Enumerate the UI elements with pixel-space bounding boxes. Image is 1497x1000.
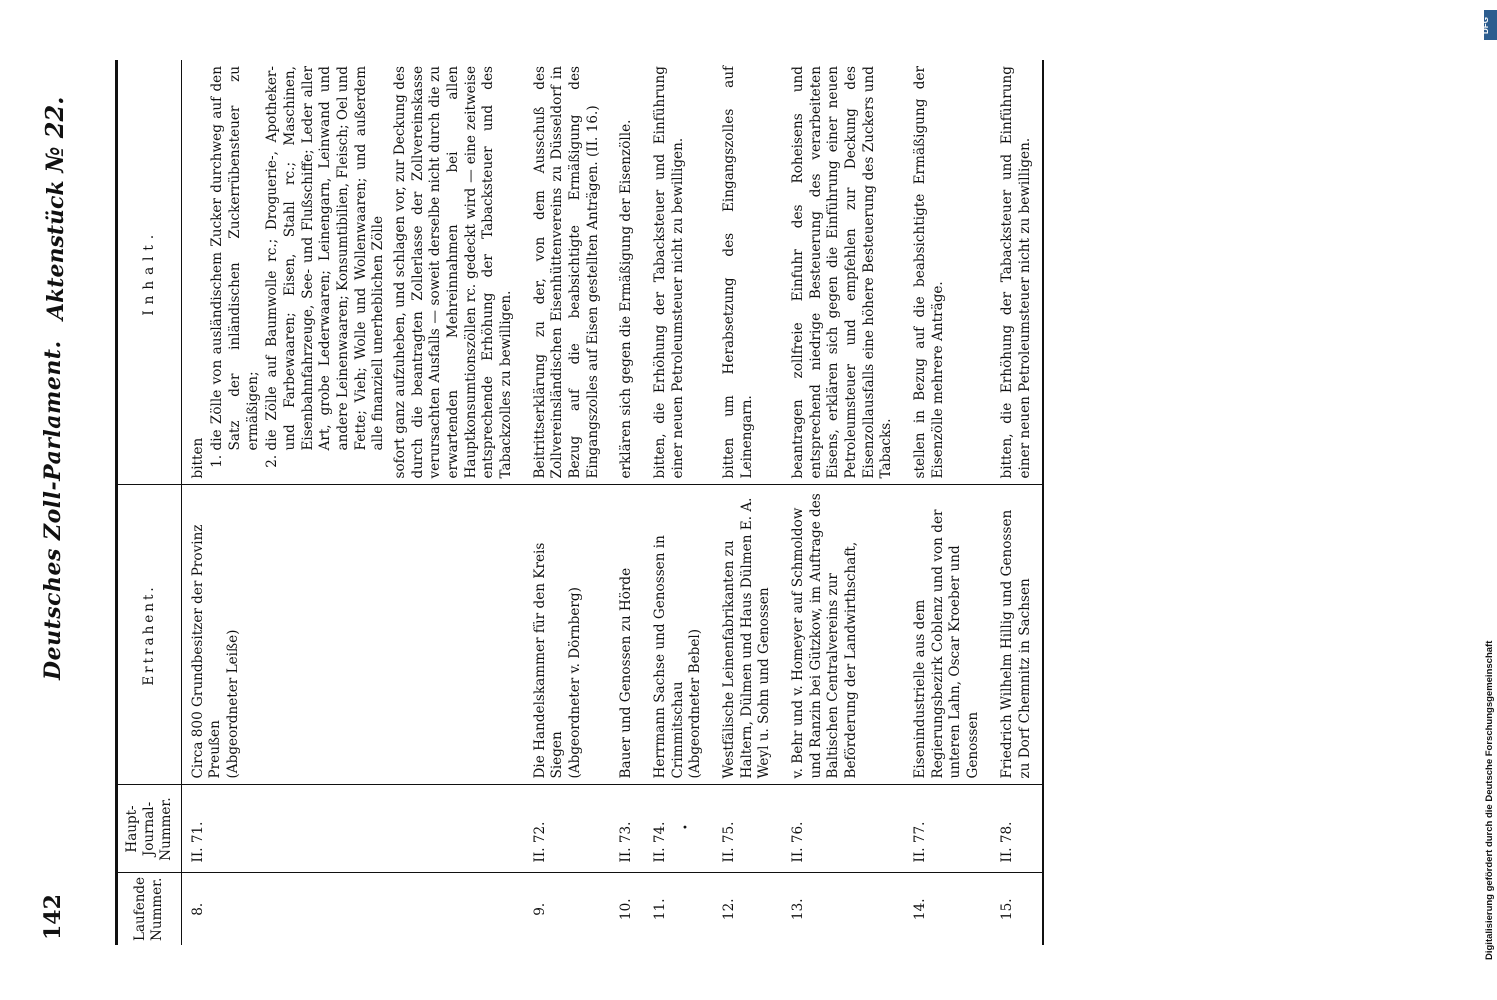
row-lfd: 15.	[991, 873, 1043, 945]
row-lfd: 12.	[713, 873, 782, 945]
inhalt-list	[209, 66, 388, 479]
inhalt-intro: bitten	[189, 437, 206, 479]
digitization-note-text: Digitalisierung gefördert durch die Deutsche Forschungsgemeinschaft	[1484, 640, 1495, 960]
column-header-inhalt: Inhalt.	[117, 60, 182, 485]
table-row	[524, 60, 611, 945]
row-inhalt: bitten, die Erhöhung der Tabacksteuer und Einführung einer neuen Petroleumsteuer nicht zu bewilligen.	[991, 60, 1043, 485]
row-ertrahent	[644, 485, 713, 785]
table-row	[713, 60, 782, 945]
table-row	[181, 60, 524, 945]
row-inhalt: beantragen zollfreie Einfuhr des Roheisens und entsprechend niedrige Besteuerung des verarbeiteten Eisens, erklären sich gegen die Einführung einer neuen Petroleumsteuer und empfehlen zur Deckung des Eisenzollausfalls eine höhere Besteuerung des Zuckers und Tabacks.	[790, 66, 895, 479]
inhalt-list-item: 1. die Zölle von ausländischem Zucker durchweg auf den Satz der inländischen Zuckerrübensteuer zu ermäßigen;	[209, 66, 262, 451]
abgeordneter-text: (Abgeordneter Leiße)	[224, 629, 241, 779]
row-lfd: 14.	[904, 873, 991, 945]
row-haupt: II. 72.	[524, 785, 611, 873]
row-inhalt: erklären sich gegen die Ermäßigung der Eisenzölle.	[618, 119, 635, 479]
row-inhalt	[181, 60, 524, 485]
row-inhalt: bitten um Herabsetzung des Eingangszolles auf Leinengarn.	[721, 66, 755, 479]
page-title: Deutsches Zoll-Parlament.	[40, 340, 66, 680]
row-haupt: II. 76.	[782, 785, 904, 873]
digitization-note	[1482, 0, 1497, 1000]
abgeordneter-text: (Abgeordneter Bebel)	[687, 628, 704, 779]
table-row	[904, 60, 991, 945]
inhalt-continuation: sofort ganz aufzuheben, und schlagen vor, zur Deckung des durch die beantragten Zollerlasse der Zollvereinskasse verursachten Ausfalls — soweit derselbe nicht durch die zu erwartenden Mehreinnahmen bei allen Hauptkonsumtionszöllen rc. gedeckt wird — eine zeitweise entsprechende Erhöhung der Tabacksteuer und des Tabackzolles zu bewilligen.	[392, 66, 515, 479]
row-ertrahent: Bauer und Genossen zu Hörde	[610, 485, 644, 785]
page-number: 142	[40, 894, 66, 940]
ertrahent-text: Circa 800 Grundbesitzer der Provinz Preußen	[189, 524, 224, 779]
row-ertrahent: Friedrich Wilhelm Hillig und Genossen zu Dorf Chemnitz in Sachsen	[991, 485, 1043, 785]
abgeordneter-text: (Abgeordneter v. Dörnberg)	[567, 587, 584, 779]
column-header-haupt: Haupt-Journal-Nummer.	[117, 785, 182, 873]
inhalt-list-item: 2. die Zölle auf Baumwolle rc.; Droguerie-, Apotheker- und Farbewaaren; Eisen, Stahl rc.; Maschinen, Eisenbahnfahrzeuge, See- und Flußschiffe; Leder aller Art, grobe Lederwaaren; Leinengarn, Leinwand und andere Leinenwaaren; Konsumtibilien, Fleisch; Oel und Fette; Vieh; Wolle und Wollenwaaren; und außerdem alle finanziell unerheblichen Zölle	[264, 66, 388, 451]
row-haupt: II. 75.	[713, 785, 782, 873]
row-lfd: 9.	[524, 873, 611, 945]
row-inhalt: stellen in Bezug auf die beabsichtigte Ermäßigung der Eisenzölle mehrere Anträge.	[912, 66, 946, 479]
row-haupt: II. 78.	[991, 785, 1043, 873]
row-haupt: II. 71.	[181, 785, 524, 873]
column-header-laufende: Laufende Nummer.	[117, 873, 182, 945]
row-ertrahent	[524, 485, 611, 785]
aktenstueck-label: Aktenstück	[43, 180, 69, 320]
row-lfd: 10.	[610, 873, 644, 945]
haupt-number: II. 74.	[652, 821, 669, 863]
column-header-ertrahent: Ertrahent.	[117, 485, 182, 785]
row-inhalt: bitten, die Erhöhung der Tabacksteuer und Einführung einer neuen Petroleumsteuer nicht zu bewilligen.	[652, 66, 686, 479]
row-lfd: 8.	[181, 873, 524, 945]
document-number	[40, 96, 69, 320]
row-lfd: 13.	[782, 873, 904, 945]
row-ertrahent: v. Behr und v. Homeyer auf Schmoldow und Ranzin bei Gützkow, im Auftrage des Baltischen Centralvereins zur Beförderung der Landwirthschaft,	[782, 485, 904, 785]
row-inhalt: Beitrittserklärung zu der, von dem Ausschuß des Zollvereinsländischen Eisenhüttenvereins zu Düsseldorf in Bezug auf die beabsichtigte Ermäßigung des Eingangszolles auf Eisen gestellten Anträgen. (II. 16.)	[531, 66, 601, 479]
ertrahent-text: Herrmann Sachse und Genossen in Crimmitschau	[652, 535, 686, 779]
table-row	[644, 60, 713, 945]
row-haupt	[644, 785, 713, 873]
ertrahent-text: Die Handelskammer für den Kreis Siegen	[531, 542, 566, 779]
table-row	[782, 60, 904, 945]
aktenstueck-no: № 22.	[40, 96, 69, 173]
row-haupt: II. 77.	[904, 785, 991, 873]
row-haupt: II. 73.	[610, 785, 644, 873]
table-row	[610, 60, 644, 945]
table-row	[991, 60, 1043, 945]
dfg-logo-text: DFG	[1480, 17, 1490, 34]
row-ertrahent	[181, 485, 524, 785]
page-header	[40, 60, 80, 940]
marginal-dot: •	[680, 824, 692, 830]
row-ertrahent: Westfälische Leinenfabrikanten zu Haltern, Dülmen und Haus Dülmen E. A. Weyl u. Sohn und Genossen	[713, 485, 782, 785]
row-ertrahent: Eisenindustrielle aus dem Regierungsbezirk Coblenz und von der unteren Lahn, Oscar Kroeber und Genossen	[904, 485, 991, 785]
petitions-table	[115, 60, 1044, 945]
row-lfd: 11.	[644, 873, 713, 945]
table-header-row	[117, 60, 182, 945]
